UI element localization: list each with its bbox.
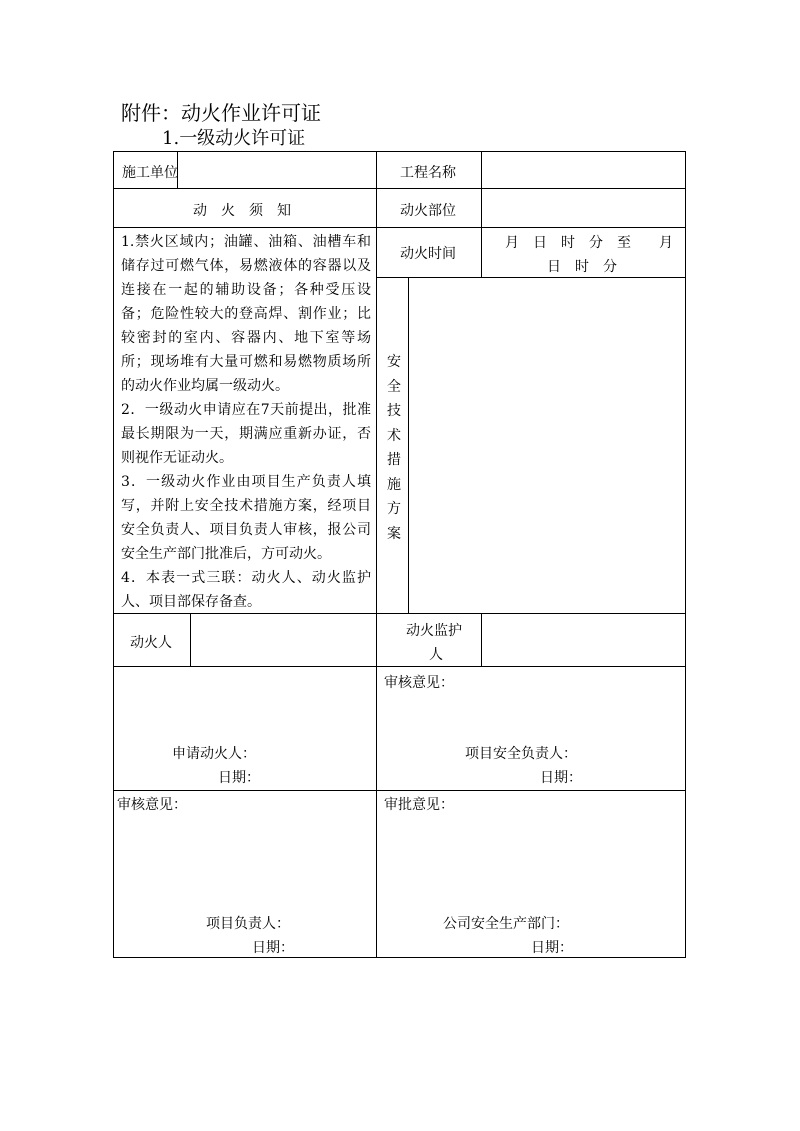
review-opinion-label: 审核意见： bbox=[117, 797, 187, 813]
fire-supervisor-label-line2: 人 bbox=[429, 647, 443, 663]
safety-measures-char: 案 bbox=[387, 525, 401, 542]
row-divider bbox=[113, 188, 686, 189]
safety-officer-label: 项目安全负责人： bbox=[465, 746, 577, 762]
subtitle-number: 1. bbox=[162, 128, 180, 149]
applicant-label: 申请动火人： bbox=[172, 746, 256, 762]
row-divider bbox=[113, 790, 686, 791]
safety-measures-char: 施 bbox=[387, 476, 401, 493]
row-divider bbox=[113, 666, 686, 667]
page-title: 附件：动火作业许可证 bbox=[121, 101, 321, 125]
date-label: 日期： bbox=[218, 770, 260, 786]
date-label: 日期： bbox=[252, 940, 294, 956]
notice-heading: 动 火 须 知 bbox=[193, 203, 291, 219]
review-opinion-label: 审核意见： bbox=[384, 675, 454, 691]
notice-item: 1.禁火区域内；油罐、油箱、油槽车和储存过可燃气体，易燃液体的容器以及连接在一起的辅助设备；各种受压设备；危险性较大的登高焊、割作业；比较密封的室内、容器内、地下室等场所；现场堆有大量可燃和易燃物质场所的动火作业均属一级动火。 bbox=[121, 234, 371, 394]
fire-time-range-line1: 月 日 时 分 至 月 bbox=[505, 235, 673, 251]
date-label: 日期： bbox=[540, 770, 582, 786]
date-label: 日期： bbox=[531, 940, 573, 956]
approval-opinion-label: 审批意见： bbox=[384, 797, 454, 813]
subtitle-label: 一级动火许可证 bbox=[179, 128, 306, 149]
safety-measures-char: 全 bbox=[387, 378, 401, 395]
row-divider bbox=[113, 227, 686, 228]
safety-measures-char: 技 bbox=[387, 403, 401, 419]
notice-item: 3．一级动火作业由项目生产负责人填写，并附上安全技术措施方案，经项目安全负责人、项目负责人审核，报公司安全生产部门批准后，方可动火。 bbox=[121, 474, 371, 562]
fire-notice-text bbox=[121, 230, 371, 614]
fire-time-label: 动火时间 bbox=[400, 246, 456, 262]
col-divider bbox=[481, 613, 482, 666]
col-divider bbox=[408, 277, 409, 613]
col-divider bbox=[190, 613, 191, 666]
safety-measures-label bbox=[384, 350, 404, 546]
fire-time-range-line2: 日 时 分 bbox=[547, 259, 617, 275]
company-safety-dept-label: 公司安全生产部门： bbox=[443, 916, 569, 932]
col-divider bbox=[376, 151, 377, 613]
form-subtitle bbox=[162, 128, 305, 150]
row-divider bbox=[376, 277, 686, 278]
col-divider bbox=[376, 613, 377, 958]
fire-location-label: 动火部位 bbox=[400, 203, 456, 219]
safety-measures-char: 方 bbox=[387, 501, 401, 517]
project-manager-label: 项目负责人： bbox=[206, 916, 290, 932]
safety-measures-char: 措 bbox=[387, 452, 401, 468]
notice-item: 2．一级动火申请应在7天前提出，批准最长期限为一天，期满应重新办证，否则视作无证动火。 bbox=[121, 402, 371, 466]
fire-operator-label: 动火人 bbox=[130, 635, 172, 651]
safety-measures-char: 术 bbox=[387, 427, 401, 444]
project-name-label: 工程名称 bbox=[400, 165, 456, 181]
notice-item: 4．本表一式三联：动火人、动火监护人、项目部保存备查。 bbox=[121, 570, 371, 610]
construction-unit-label: 施工单位 bbox=[122, 165, 178, 181]
fire-supervisor-label-line1: 动火监护 bbox=[406, 623, 462, 639]
safety-measures-char: 安 bbox=[387, 354, 401, 370]
col-divider bbox=[481, 151, 482, 277]
